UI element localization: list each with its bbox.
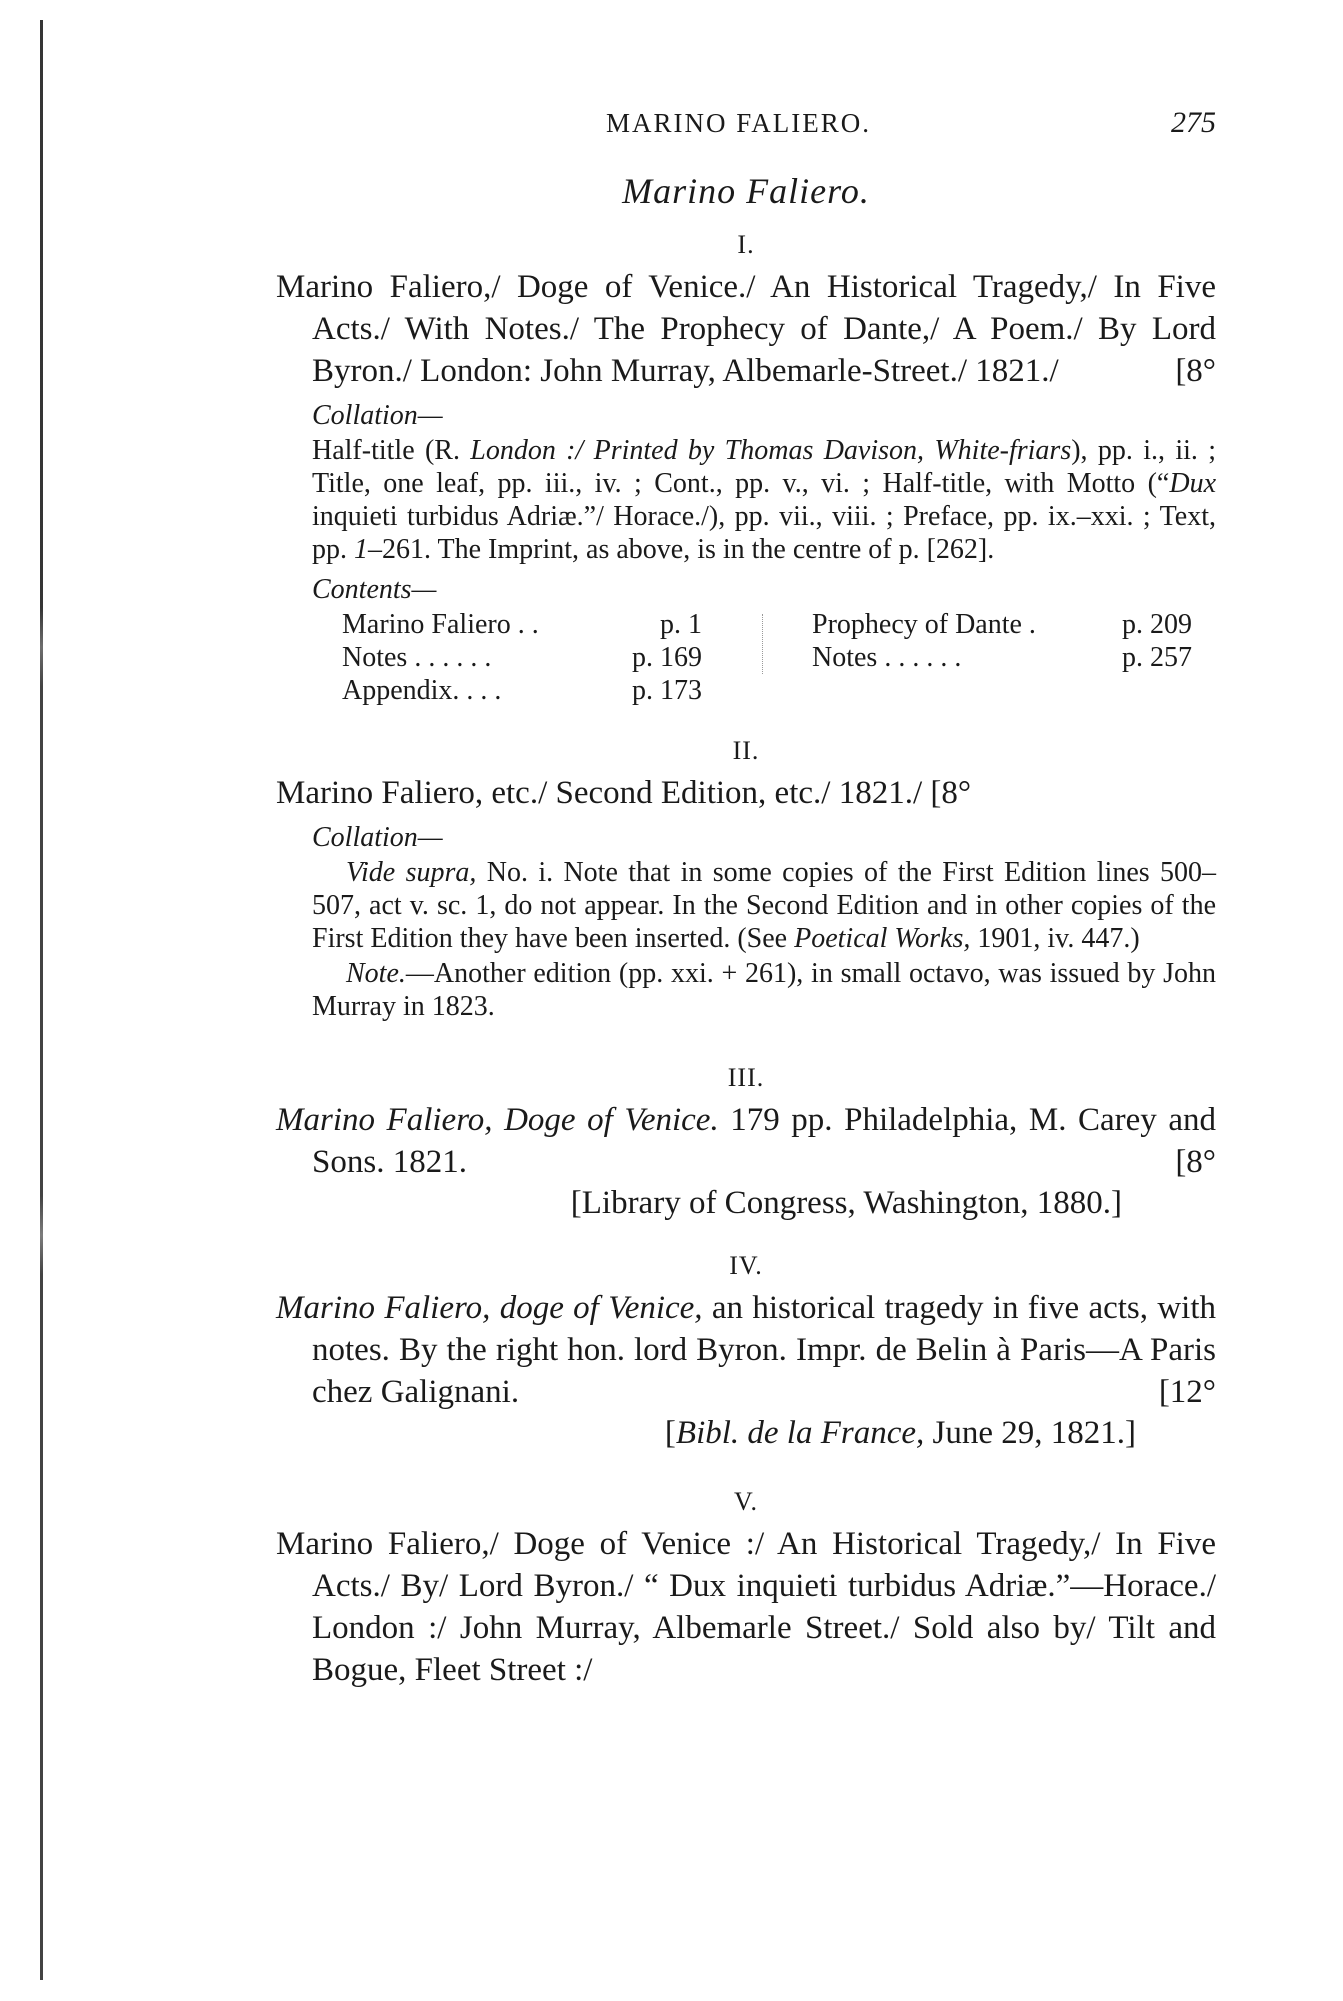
collation-i — [312, 434, 1216, 566]
contents-page: p. 169 — [632, 642, 702, 673]
contents-title: Notes . . . . . . — [342, 642, 492, 673]
collation-i-imprint: London :/ Printed by Thomas Davison, White-friars — [470, 435, 1072, 466]
collation-i-part: –261. The Imprint, as above, is in the centre of p. [262]. — [368, 534, 995, 565]
contents-row — [342, 674, 702, 707]
contents-row — [812, 641, 1192, 674]
document-page — [276, 108, 1216, 1691]
section-numeral-iv: IV. — [729, 1251, 763, 1280]
entry-iv — [276, 1287, 1216, 1413]
entry-i-title — [276, 266, 1216, 392]
entry-iv-format: [12° — [1158, 1374, 1216, 1410]
section-numeral-v: V. — [734, 1487, 758, 1516]
contents-left-column — [342, 608, 702, 707]
collation-ii — [312, 856, 1216, 955]
running-head-title: MARINO FALIERO. — [606, 108, 871, 138]
entry-iii — [276, 1099, 1216, 1183]
citation-iii: [Library of Congress, Washington, 1880.] — [570, 1185, 1122, 1221]
entry-iv-title: Marino Faliero, — [276, 1290, 491, 1326]
entry-i-format: [8° — [1175, 353, 1216, 389]
page-number: 275 — [1171, 106, 1216, 139]
entry-i-text: Marino Faliero,/ Doge of Venice./ An Historical Tragedy,/ In Five Acts./ With Notes./ The Prophecy of Dante,/ A Poem./ By Lord Byron./ London: John Murray, Albemarle-Street./ 1821./ — [276, 269, 1216, 389]
entry-v: Marino Faliero,/ Doge of Venice :/ An Historical Tragedy,/ In Five Acts./ By/ Lord Byron./ “ Dux inquieti turbidus Adriæ.”—Horace./ London :/ John Murray, Albemarle Street./ Sold also by/ Tilt and Bogue, Fleet Street :/ — [276, 1526, 1216, 1688]
contents-title: Notes . . . . . . — [812, 642, 962, 673]
contents-page: p. 1 — [660, 609, 702, 640]
contents-divider — [762, 614, 764, 674]
note-ii — [312, 957, 1216, 1023]
contents-page: p. 173 — [632, 675, 702, 706]
contents-title: Appendix. . . . — [342, 675, 502, 706]
citation-iv-date: June 29, 1821.] — [924, 1415, 1136, 1451]
note-label: Note. — [346, 958, 406, 989]
contents-right-column — [812, 608, 1192, 674]
note-text: —Another edition (pp. xxi. + 261), in small octavo, was issued by John Murray in 1823. — [312, 958, 1216, 1022]
citation-iv — [276, 1413, 1136, 1453]
section-numeral-i: I. — [737, 230, 755, 259]
contents-label-i: Contents— — [312, 574, 437, 605]
collation-label-i: Collation— — [312, 400, 443, 431]
vide-supra: Vide supra, — [346, 857, 477, 888]
contents-row — [342, 608, 702, 641]
entry-iii-title: Marino Faliero, Doge of Venice. — [276, 1102, 719, 1138]
poetical-works-ref: Poetical Works, — [794, 923, 971, 954]
entry-iv-subtitle: doge of Venice, — [499, 1290, 703, 1326]
running-head — [276, 108, 1216, 148]
entry-iv-text: an historical tragedy in five acts, with notes. By the right hon. lord Byron. Impr. de Belin à Paris—A Paris chez Galignani. — [312, 1290, 1217, 1410]
contents-row — [812, 608, 1192, 641]
section-numeral-iii: III. — [727, 1063, 765, 1092]
entry-iv-space — [490, 1290, 499, 1326]
contents-table — [342, 608, 1202, 718]
collation-i-part: inquieti turbidus Adriæ.”/ Horace./), pp. vii., viii. ; Preface, pp. ix.–xxi. ; Text, pp. — [312, 501, 1216, 565]
entry-iii-format: [8° — [1175, 1144, 1216, 1180]
main-title: Marino Faliero. — [622, 171, 870, 211]
entry-ii-title: Marino Faliero, etc./ Second Edition, etc./ 1821./ [8° — [276, 775, 972, 811]
contents-row — [342, 641, 702, 674]
citation-iv-bracket: [ — [664, 1415, 676, 1451]
contents-title: Marino Faliero . . — [342, 609, 539, 640]
collation-i-page: 1 — [354, 534, 368, 565]
contents-title: Prophecy of Dante . — [812, 609, 1036, 640]
citation-iv-source: Bibl. de la France, — [675, 1415, 925, 1451]
collation-label-ii: Collation— — [312, 822, 443, 853]
binding-edge-shadow — [40, 20, 43, 1980]
contents-page: p. 257 — [1122, 642, 1192, 673]
section-numeral-ii: II. — [732, 736, 760, 765]
collation-i-dux: Dux — [1169, 468, 1216, 499]
collation-ii-end: 1901, iv. 447.) — [970, 923, 1140, 954]
entry-iii-text: 179 pp. Philadelphia, M. Carey and Sons. 1821. — [312, 1102, 1216, 1180]
collation-ii-text: No. i. Note that in some copies of the First Edition lines 500–507, act v. sc. 1, do not appear. In the Second Edition and in other copies of the First Edition they have been inserted. (See — [312, 857, 1216, 954]
collation-i-part: ), pp. i., ii. ; Title, one leaf, pp. iii., iv. ; Cont., pp. v., vi. ; Half-title, with Motto (“ — [312, 435, 1216, 499]
collation-i-part: Half-title (R. — [312, 435, 471, 466]
contents-page: p. 209 — [1122, 609, 1192, 640]
